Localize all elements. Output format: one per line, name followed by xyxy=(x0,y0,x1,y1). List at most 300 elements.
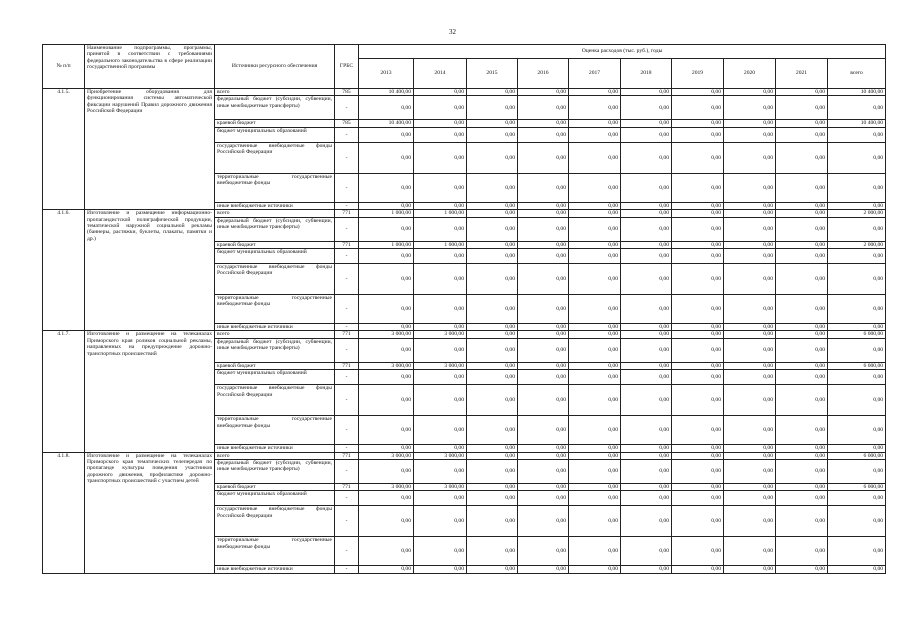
amount-cell: 0,00 xyxy=(359,491,414,506)
amount-cell: 0,00 xyxy=(467,445,518,452)
row-title: Изготовление и размещение на телеканалах Приморского края роликов социальной рекламы, направленных на предупреждение дорожно-транспортных происшествий xyxy=(85,331,215,452)
amount-cell: 10 400,00 xyxy=(359,120,414,127)
amount-cell: 0,00 xyxy=(621,460,672,484)
grbs-code: 771 xyxy=(335,241,359,248)
amount-cell: 10 400,00 xyxy=(359,89,414,96)
amount-cell: 0,00 xyxy=(414,566,467,573)
amount-cell: 0,00 xyxy=(414,295,467,324)
amount-cell: 0,00 xyxy=(724,566,776,573)
total-cell: 0,00 xyxy=(828,566,886,573)
amount-cell: 0,00 xyxy=(724,385,776,416)
grbs-code: - xyxy=(335,416,359,445)
amount-cell: 0,00 xyxy=(467,264,518,295)
amount-cell: 0,00 xyxy=(621,96,672,120)
grbs-code: - xyxy=(335,202,359,209)
amount-cell: 0,00 xyxy=(672,362,724,369)
amount-cell: 0,00 xyxy=(414,537,467,566)
amount-cell: 0,00 xyxy=(569,217,621,241)
amount-cell: 0,00 xyxy=(724,120,776,127)
amount-cell: 0,00 xyxy=(414,506,467,537)
amount-cell: 0,00 xyxy=(569,127,621,142)
header-year: 2019 xyxy=(672,59,724,89)
total-cell: 0,00 xyxy=(828,249,886,264)
grbs-code: - xyxy=(335,460,359,484)
grbs-code: - xyxy=(335,295,359,324)
row-title: Приобретение оборудования для функционирования системы автоматической фиксации нарушений Правил дорожного движения Российской Федерации xyxy=(85,89,215,210)
header-source: Источники ресурсного обеспечения xyxy=(215,45,335,89)
amount-cell: 0,00 xyxy=(467,506,518,537)
amount-cell: 0,00 xyxy=(359,506,414,537)
total-cell: 0,00 xyxy=(828,445,886,452)
amount-cell: 0,00 xyxy=(359,96,414,120)
amount-cell: 0,00 xyxy=(672,96,724,120)
amount-cell: 0,00 xyxy=(724,460,776,484)
total-cell: 0,00 xyxy=(828,324,886,331)
amount-cell: 0,00 xyxy=(724,506,776,537)
amount-cell: 0,00 xyxy=(518,537,569,566)
amount-cell: 0,00 xyxy=(518,460,569,484)
amount-cell: 0,00 xyxy=(518,295,569,324)
funding-source: бюджет муниципальных образований xyxy=(215,370,335,385)
amount-cell: 0,00 xyxy=(518,338,569,362)
amount-cell: 3 000,00 xyxy=(414,362,467,369)
amount-cell: 0,00 xyxy=(621,452,672,459)
amount-cell: 0,00 xyxy=(467,491,518,506)
amount-cell: 0,00 xyxy=(414,491,467,506)
amount-cell: 0,00 xyxy=(776,385,828,416)
amount-cell: 0,00 xyxy=(518,445,569,452)
amount-cell: 0,00 xyxy=(776,445,828,452)
amount-cell: 0,00 xyxy=(724,324,776,331)
amount-cell: 0,00 xyxy=(359,460,414,484)
amount-cell: 0,00 xyxy=(414,217,467,241)
total-cell: 0,00 xyxy=(828,142,886,173)
amount-cell: 0,00 xyxy=(569,173,621,202)
funding-source: федеральный бюджет (субсидии, субвенции, иные межбюджетные трансферты) xyxy=(215,460,335,484)
funding-source: территориальные государственные внебюджетные фонды xyxy=(215,173,335,202)
grbs-code: - xyxy=(335,264,359,295)
page-number: 32 xyxy=(449,28,456,36)
amount-cell: 0,00 xyxy=(359,173,414,202)
header-no: № п/п xyxy=(43,45,85,89)
header-year: 2015 xyxy=(467,59,518,89)
amount-cell: 0,00 xyxy=(724,210,776,217)
amount-cell: 0,00 xyxy=(414,385,467,416)
amount-cell: 0,00 xyxy=(724,338,776,362)
amount-cell: 0,00 xyxy=(621,120,672,127)
funding-source: всего xyxy=(215,210,335,217)
header-year: 2014 xyxy=(414,59,467,89)
amount-cell: 0,00 xyxy=(672,241,724,248)
header-year: 2021 xyxy=(776,59,828,89)
row-code: 4.1.7. xyxy=(43,331,85,452)
amount-cell: 0,00 xyxy=(724,370,776,385)
amount-cell: 0,00 xyxy=(776,127,828,142)
amount-cell: 0,00 xyxy=(621,89,672,96)
amount-cell: 0,00 xyxy=(672,295,724,324)
amount-cell: 0,00 xyxy=(518,362,569,369)
row-title: Изготовление и размещение на телеканалах Приморского края тематических телепередач по пропаганде культуры поведения участников дорожного движения, профилактике дорожно-транспортных происшествий с участием детей xyxy=(85,452,215,573)
amount-cell: 0,00 xyxy=(621,537,672,566)
amount-cell: 0,00 xyxy=(621,566,672,573)
total-cell: 6 000,00 xyxy=(828,452,886,459)
amount-cell: 0,00 xyxy=(569,89,621,96)
amount-cell: 0,00 xyxy=(359,217,414,241)
amount-cell: 0,00 xyxy=(467,362,518,369)
funding-source: федеральный бюджет (субсидии, субвенции, иные межбюджетные трансферты) xyxy=(215,96,335,120)
amount-cell: 0,00 xyxy=(724,173,776,202)
amount-cell: 0,00 xyxy=(672,452,724,459)
table-row xyxy=(43,89,886,96)
grbs-code: 771 xyxy=(335,331,359,338)
amount-cell: 0,00 xyxy=(359,385,414,416)
funding-source: иные внебюджетные источники xyxy=(215,566,335,573)
amount-cell: 0,00 xyxy=(724,217,776,241)
amount-cell: 0,00 xyxy=(414,416,467,445)
amount-cell: 0,00 xyxy=(518,506,569,537)
funding-source: всего xyxy=(215,89,335,96)
amount-cell: 0,00 xyxy=(724,241,776,248)
amount-cell: 0,00 xyxy=(518,127,569,142)
amount-cell: 0,00 xyxy=(569,385,621,416)
amount-cell: 0,00 xyxy=(724,295,776,324)
amount-cell: 0,00 xyxy=(724,445,776,452)
amount-cell: 0,00 xyxy=(776,241,828,248)
amount-cell: 0,00 xyxy=(359,202,414,209)
amount-cell: 3 000,00 xyxy=(359,362,414,369)
amount-cell: 0,00 xyxy=(724,331,776,338)
amount-cell: 0,00 xyxy=(467,537,518,566)
funding-source: иные внебюджетные источники xyxy=(215,324,335,331)
amount-cell: 0,00 xyxy=(359,566,414,573)
amount-cell: 0,00 xyxy=(672,249,724,264)
amount-cell: 0,00 xyxy=(569,370,621,385)
grbs-code: - xyxy=(335,537,359,566)
amount-cell: 0,00 xyxy=(724,452,776,459)
amount-cell: 0,00 xyxy=(467,370,518,385)
amount-cell: 0,00 xyxy=(672,484,724,491)
amount-cell: 0,00 xyxy=(467,460,518,484)
amount-cell: 0,00 xyxy=(672,370,724,385)
amount-cell: 0,00 xyxy=(672,264,724,295)
grbs-code: - xyxy=(335,324,359,331)
amount-cell: 0,00 xyxy=(518,249,569,264)
amount-cell: 0,00 xyxy=(776,202,828,209)
grbs-code: - xyxy=(335,506,359,537)
amount-cell: 0,00 xyxy=(518,566,569,573)
grbs-code: 771 xyxy=(335,484,359,491)
amount-cell: 0,00 xyxy=(518,202,569,209)
total-cell: 6 000,00 xyxy=(828,362,886,369)
total-cell: 0,00 xyxy=(828,338,886,362)
amount-cell: 0,00 xyxy=(569,537,621,566)
amount-cell: 0,00 xyxy=(776,120,828,127)
amount-cell: 0,00 xyxy=(569,484,621,491)
amount-cell: 0,00 xyxy=(518,173,569,202)
funding-source: государственные внебюджетные фонды Российской Федерации xyxy=(215,264,335,295)
total-cell: 0,00 xyxy=(828,202,886,209)
total-cell: 0,00 xyxy=(828,385,886,416)
amount-cell: 1 000,00 xyxy=(414,241,467,248)
amount-cell: 0,00 xyxy=(359,537,414,566)
funding-source: иные внебюджетные источники xyxy=(215,202,335,209)
total-cell: 6 000,00 xyxy=(828,331,886,338)
amount-cell: 0,00 xyxy=(518,120,569,127)
amount-cell: 0,00 xyxy=(359,127,414,142)
amount-cell: 0,00 xyxy=(776,173,828,202)
grbs-code: - xyxy=(335,338,359,362)
amount-cell: 0,00 xyxy=(467,173,518,202)
amount-cell: 0,00 xyxy=(672,445,724,452)
amount-cell: 3 000,00 xyxy=(414,484,467,491)
row-code: 4.1.6. xyxy=(43,210,85,331)
funding-source: территориальные государственные внебюджетные фонды xyxy=(215,295,335,324)
amount-cell: 0,00 xyxy=(724,96,776,120)
amount-cell: 0,00 xyxy=(569,210,621,217)
funding-source: государственные внебюджетные фонды Российской Федерации xyxy=(215,142,335,173)
funding-source: всего xyxy=(215,452,335,459)
amount-cell: 0,00 xyxy=(467,338,518,362)
total-cell: 10 400,00 xyxy=(828,120,886,127)
amount-cell: 0,00 xyxy=(359,142,414,173)
amount-cell: 0,00 xyxy=(518,264,569,295)
amount-cell: 0,00 xyxy=(467,127,518,142)
amount-cell: 0,00 xyxy=(621,331,672,338)
header-grbs: ГРБС xyxy=(335,45,359,89)
amount-cell: 0,00 xyxy=(467,416,518,445)
total-cell: 0,00 xyxy=(828,96,886,120)
amount-cell: 0,00 xyxy=(518,331,569,338)
amount-cell: 0,00 xyxy=(467,89,518,96)
amount-cell: 0,00 xyxy=(672,385,724,416)
funding-source: государственные внебюджетные фонды Российской Федерации xyxy=(215,506,335,537)
total-cell: 0,00 xyxy=(828,295,886,324)
amount-cell: 0,00 xyxy=(414,96,467,120)
total-cell: 2 000,00 xyxy=(828,210,886,217)
amount-cell: 0,00 xyxy=(569,460,621,484)
amount-cell: 0,00 xyxy=(621,173,672,202)
funding-source: краевой бюджет xyxy=(215,362,335,369)
table-row xyxy=(43,452,886,459)
amount-cell: 0,00 xyxy=(621,210,672,217)
amount-cell: 0,00 xyxy=(776,491,828,506)
amount-cell: 0,00 xyxy=(621,445,672,452)
grbs-code: 785 xyxy=(335,89,359,96)
funding-source: территориальные государственные внебюджетные фонды xyxy=(215,416,335,445)
amount-cell: 0,00 xyxy=(776,324,828,331)
amount-cell: 0,00 xyxy=(724,264,776,295)
amount-cell: 0,00 xyxy=(467,120,518,127)
amount-cell: 0,00 xyxy=(672,566,724,573)
amount-cell: 0,00 xyxy=(467,142,518,173)
amount-cell: 0,00 xyxy=(672,331,724,338)
total-cell: 0,00 xyxy=(828,127,886,142)
amount-cell: 0,00 xyxy=(359,416,414,445)
amount-cell: 0,00 xyxy=(467,241,518,248)
amount-cell: 0,00 xyxy=(776,249,828,264)
amount-cell: 0,00 xyxy=(724,416,776,445)
amount-cell: 0,00 xyxy=(672,217,724,241)
amount-cell: 0,00 xyxy=(776,460,828,484)
amount-cell: 0,00 xyxy=(467,210,518,217)
amount-cell: 0,00 xyxy=(621,416,672,445)
amount-cell: 0,00 xyxy=(672,202,724,209)
funding-source: территориальные государственные внебюджетные фонды xyxy=(215,537,335,566)
amount-cell: 0,00 xyxy=(518,89,569,96)
amount-cell: 1 000,00 xyxy=(359,210,414,217)
amount-cell: 0,00 xyxy=(776,370,828,385)
amount-cell: 0,00 xyxy=(414,120,467,127)
header-estimate: Оценка расходов (тыс. руб.), годы xyxy=(359,45,886,59)
amount-cell: 0,00 xyxy=(672,120,724,127)
funding-source: всего xyxy=(215,331,335,338)
amount-cell: 0,00 xyxy=(621,506,672,537)
amount-cell: 0,00 xyxy=(621,142,672,173)
amount-cell: 0,00 xyxy=(359,445,414,452)
amount-cell: 0,00 xyxy=(414,324,467,331)
amount-cell: 0,00 xyxy=(414,445,467,452)
amount-cell: 0,00 xyxy=(621,370,672,385)
grbs-code: - xyxy=(335,370,359,385)
amount-cell: 3 000,00 xyxy=(359,452,414,459)
amount-cell: 0,00 xyxy=(518,324,569,331)
amount-cell: 0,00 xyxy=(569,362,621,369)
total-cell: 10 400,00 xyxy=(828,89,886,96)
amount-cell: 0,00 xyxy=(518,142,569,173)
grbs-code: - xyxy=(335,142,359,173)
amount-cell: 0,00 xyxy=(518,484,569,491)
amount-cell: 0,00 xyxy=(776,89,828,96)
amount-cell: 0,00 xyxy=(672,324,724,331)
amount-cell: 0,00 xyxy=(569,445,621,452)
amount-cell: 0,00 xyxy=(569,96,621,120)
amount-cell: 0,00 xyxy=(414,370,467,385)
total-cell: 0,00 xyxy=(828,416,886,445)
amount-cell: 0,00 xyxy=(518,416,569,445)
funding-source: бюджет муниципальных образований xyxy=(215,491,335,506)
amount-cell: 1 000,00 xyxy=(359,241,414,248)
amount-cell: 0,00 xyxy=(518,385,569,416)
amount-cell: 0,00 xyxy=(776,264,828,295)
grbs-code: - xyxy=(335,566,359,573)
amount-cell: 0,00 xyxy=(776,566,828,573)
amount-cell: 0,00 xyxy=(414,89,467,96)
amount-cell: 0,00 xyxy=(672,89,724,96)
amount-cell: 0,00 xyxy=(569,241,621,248)
amount-cell: 0,00 xyxy=(518,210,569,217)
total-cell: 0,00 xyxy=(828,460,886,484)
amount-cell: 0,00 xyxy=(359,324,414,331)
amount-cell: 0,00 xyxy=(776,537,828,566)
amount-cell: 0,00 xyxy=(414,249,467,264)
amount-cell: 3 000,00 xyxy=(414,452,467,459)
header-year: 2020 xyxy=(724,59,776,89)
grbs-code: 785 xyxy=(335,120,359,127)
amount-cell: 0,00 xyxy=(672,142,724,173)
amount-cell: 0,00 xyxy=(569,142,621,173)
total-cell: 0,00 xyxy=(828,173,886,202)
row-code: 4.1.8. xyxy=(43,452,85,573)
amount-cell: 0,00 xyxy=(569,566,621,573)
total-cell: 0,00 xyxy=(828,217,886,241)
amount-cell: 0,00 xyxy=(569,338,621,362)
amount-cell: 0,00 xyxy=(621,324,672,331)
amount-cell: 0,00 xyxy=(518,491,569,506)
amount-cell: 0,00 xyxy=(569,202,621,209)
funding-source: федеральный бюджет (субсидии, субвенции, иные межбюджетные трансферты) xyxy=(215,217,335,241)
amount-cell: 0,00 xyxy=(467,96,518,120)
funding-source: краевой бюджет xyxy=(215,120,335,127)
amount-cell: 0,00 xyxy=(672,506,724,537)
amount-cell: 0,00 xyxy=(776,331,828,338)
funding-source: государственные внебюджетные фонды Российской Федерации xyxy=(215,385,335,416)
amount-cell: 0,00 xyxy=(776,210,828,217)
total-cell: 0,00 xyxy=(828,491,886,506)
amount-cell: 0,00 xyxy=(359,338,414,362)
amount-cell: 0,00 xyxy=(467,331,518,338)
amount-cell: 0,00 xyxy=(518,96,569,120)
amount-cell: 0,00 xyxy=(776,416,828,445)
table-row xyxy=(43,210,886,217)
amount-cell: 0,00 xyxy=(776,96,828,120)
amount-cell: 0,00 xyxy=(621,202,672,209)
grbs-code: - xyxy=(335,217,359,241)
amount-cell: 0,00 xyxy=(672,537,724,566)
amount-cell: 0,00 xyxy=(414,142,467,173)
amount-cell: 0,00 xyxy=(467,249,518,264)
amount-cell: 0,00 xyxy=(621,295,672,324)
grbs-code: - xyxy=(335,173,359,202)
amount-cell: 0,00 xyxy=(359,264,414,295)
table-row xyxy=(43,331,886,338)
total-cell: 0,00 xyxy=(828,506,886,537)
amount-cell: 0,00 xyxy=(724,89,776,96)
funding-source: бюджет муниципальных образований xyxy=(215,249,335,264)
amount-cell: 0,00 xyxy=(724,491,776,506)
amount-cell: 0,00 xyxy=(414,127,467,142)
amount-cell: 1 000,00 xyxy=(414,210,467,217)
grbs-code: 771 xyxy=(335,452,359,459)
funding-source: иные внебюджетные источники xyxy=(215,445,335,452)
amount-cell: 0,00 xyxy=(414,460,467,484)
amount-cell: 0,00 xyxy=(724,127,776,142)
amount-cell: 0,00 xyxy=(518,241,569,248)
amount-cell: 0,00 xyxy=(569,324,621,331)
amount-cell: 0,00 xyxy=(621,491,672,506)
header-year: 2017 xyxy=(569,59,621,89)
amount-cell: 0,00 xyxy=(621,217,672,241)
amount-cell: 0,00 xyxy=(467,217,518,241)
amount-cell: 0,00 xyxy=(569,264,621,295)
header-name: Наименование подпрограммы, программы, принятой в соответствии с требованиями федерального законодательства в сфере реализации государственной программы xyxy=(85,45,215,89)
amount-cell: 0,00 xyxy=(518,452,569,459)
amount-cell: 0,00 xyxy=(621,264,672,295)
amount-cell: 0,00 xyxy=(414,264,467,295)
header-year: 2013 xyxy=(359,59,414,89)
amount-cell: 0,00 xyxy=(359,249,414,264)
funding-source: бюджет муниципальных образований xyxy=(215,127,335,142)
grbs-code: - xyxy=(335,127,359,142)
amount-cell: 0,00 xyxy=(467,566,518,573)
header-year: 2016 xyxy=(518,59,569,89)
row-title: Изготовление и размещение информационно-пропагандистской полиграфической продукции, тематической наружной социальной рекламы (баннеры, растяжки, буклеты, плакаты, памятки и др.) xyxy=(85,210,215,331)
amount-cell: 0,00 xyxy=(776,484,828,491)
grbs-code: - xyxy=(335,491,359,506)
amount-cell: 0,00 xyxy=(621,362,672,369)
total-cell: 0,00 xyxy=(828,370,886,385)
amount-cell: 0,00 xyxy=(724,142,776,173)
grbs-code: - xyxy=(335,445,359,452)
